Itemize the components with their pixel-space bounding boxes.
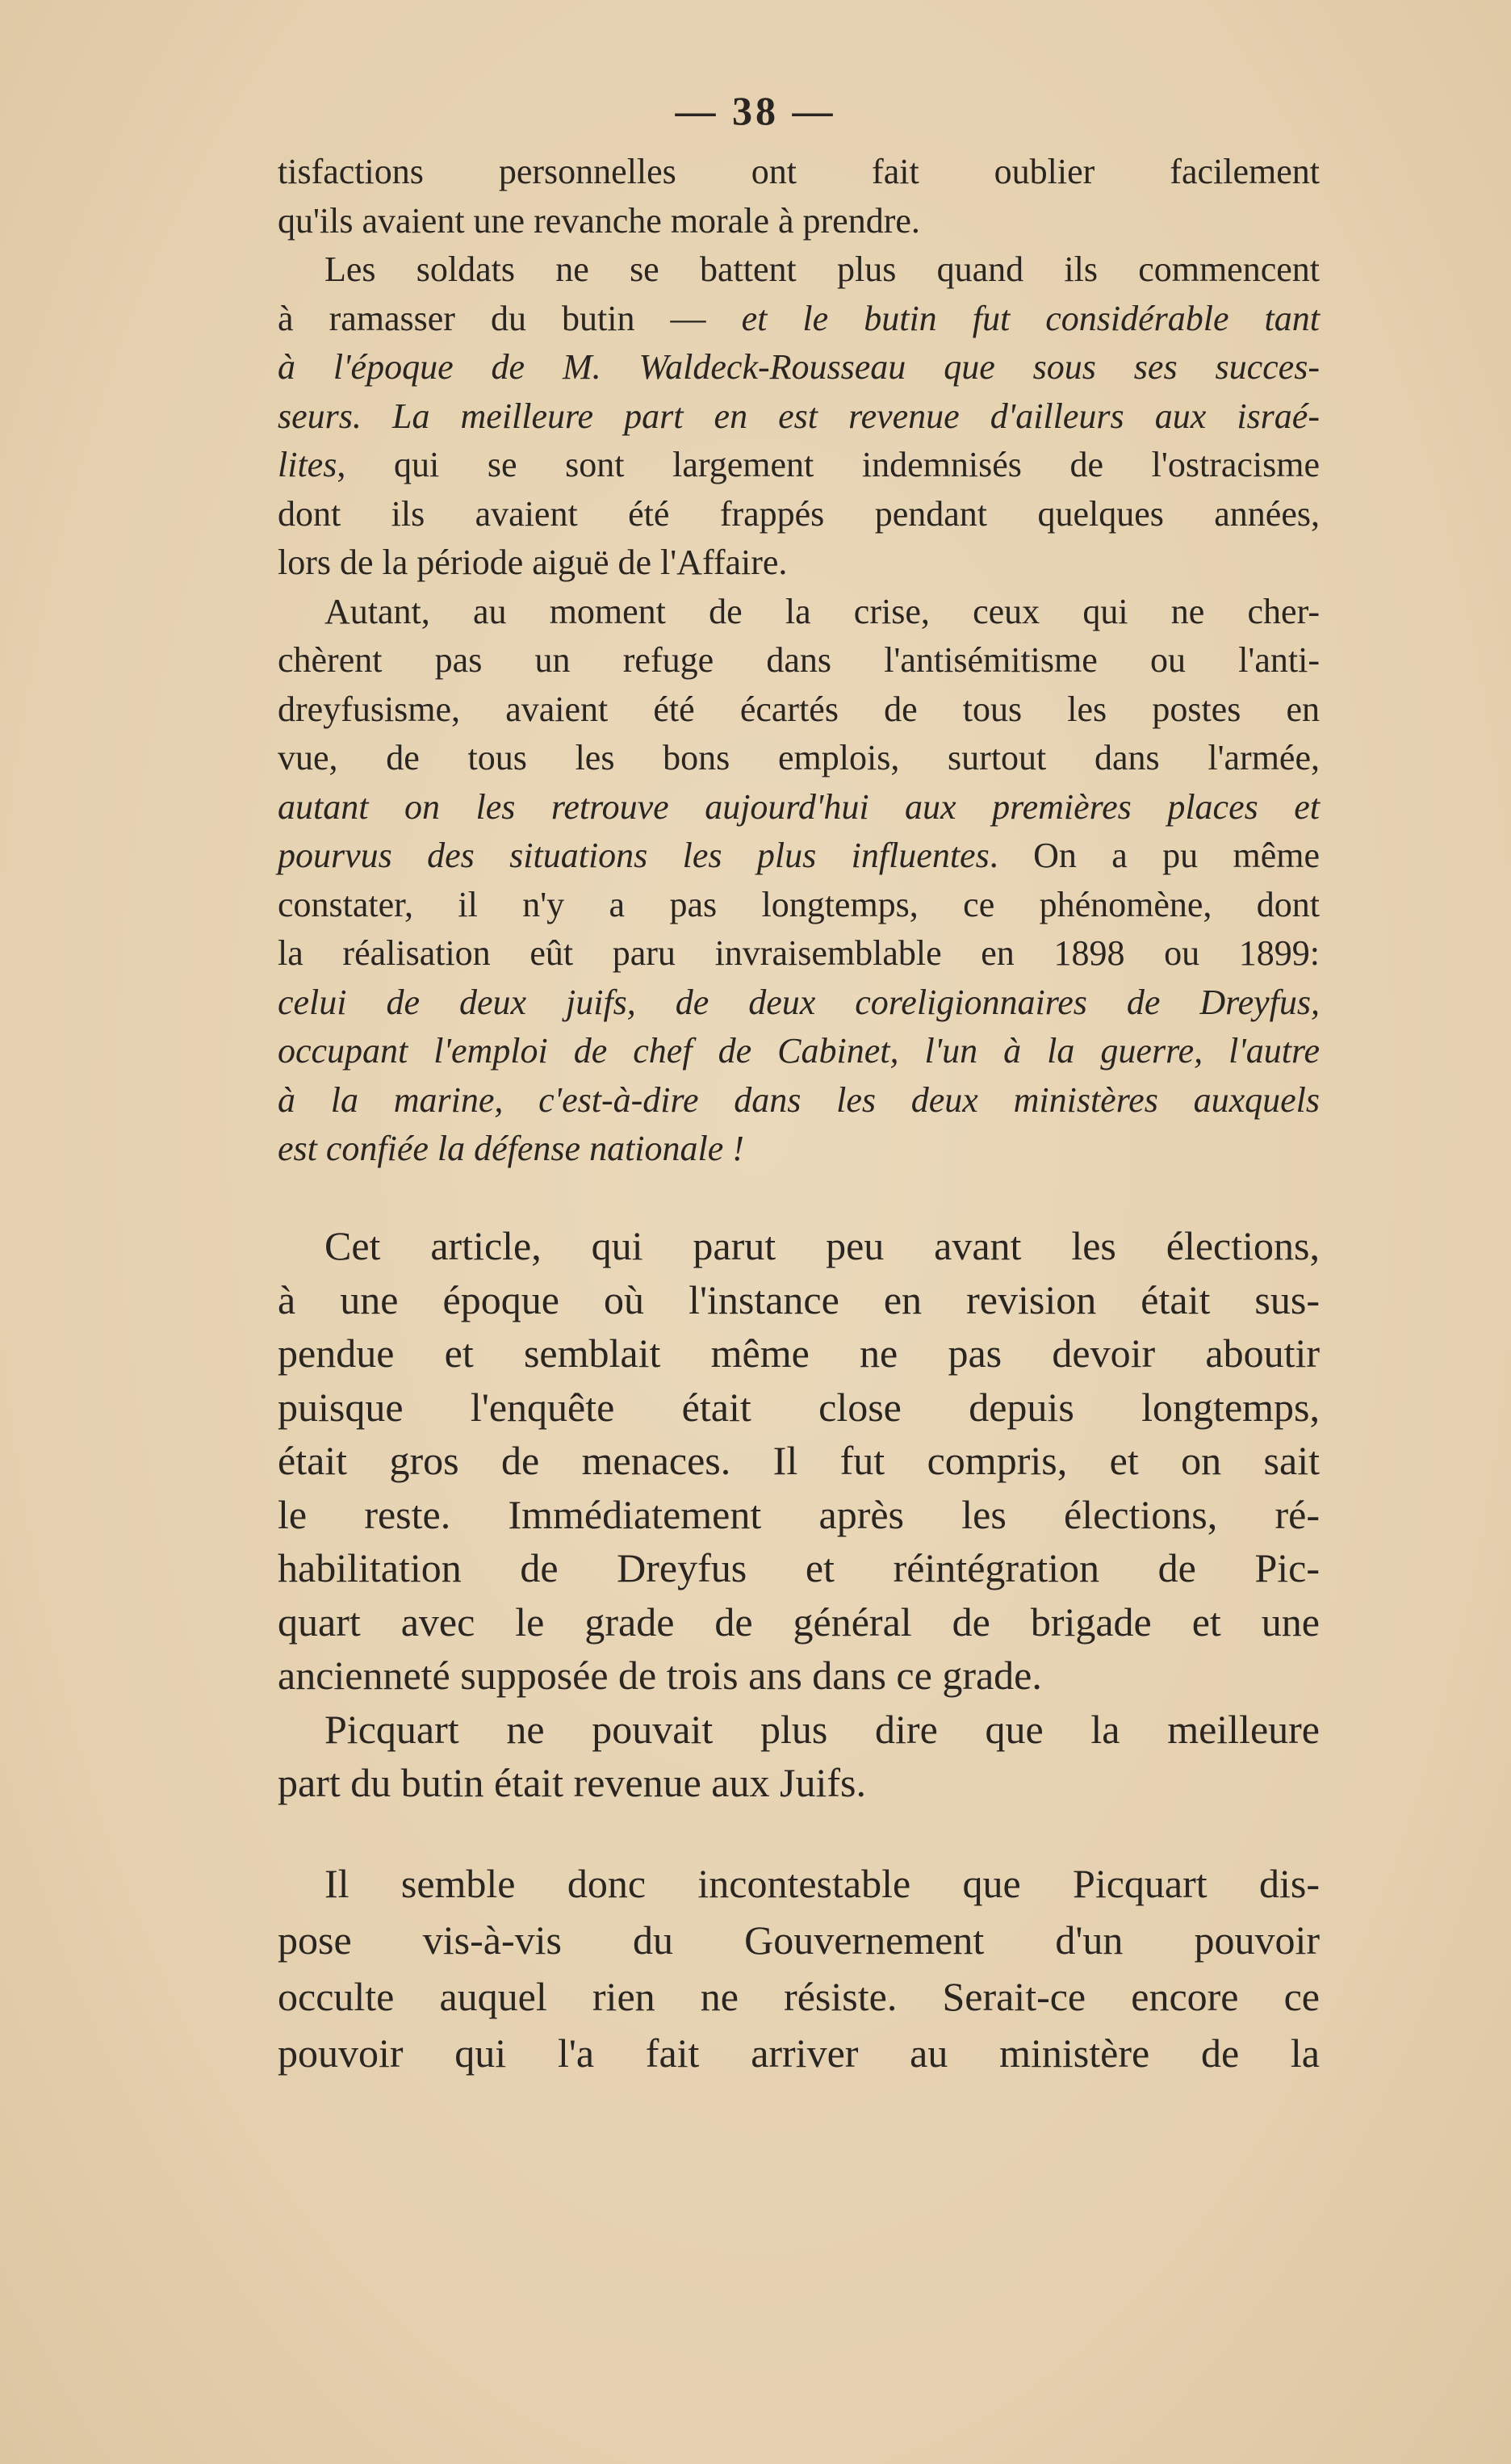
- italic-text: à la marine, c'est-à-dire dans les deux ministères auxquels: [278, 1079, 1320, 1120]
- text-line: [278, 2025, 1320, 2081]
- text-run: habilitation de Dreyfus et réintégration de Pic-: [278, 1545, 1320, 1590]
- text-line: [278, 1756, 1320, 1810]
- text-block-article: [278, 1219, 1320, 1810]
- text-line: [278, 1541, 1320, 1595]
- text-run: . On a pu même: [989, 836, 1320, 875]
- text-block-quote: [278, 148, 1320, 1174]
- text-run: occulte auquel rien ne résiste. Serait-ce encore ce: [278, 1974, 1320, 2019]
- text-line: [278, 929, 1320, 978]
- italic-text: à l'époque de M. Waldeck-Rousseau que sous ses succes-: [278, 347, 1320, 387]
- page-number: — 38 —: [675, 88, 836, 133]
- text-run: Cet article, qui parut peu avant les élections,: [324, 1223, 1320, 1268]
- text-line: [278, 832, 1320, 881]
- text-run: puisque l'enquête était close depuis longtemps,: [278, 1384, 1320, 1430]
- text-line: [278, 1381, 1320, 1435]
- text-run: chèrent pas un refuge dans l'antisémitisme ou l'anti-: [278, 640, 1320, 680]
- italic-text: seurs. La meilleure part en est revenue d'ailleurs aux israé-: [278, 396, 1320, 436]
- text-line: [278, 685, 1320, 735]
- italic-text: occupant l'emploi de chef de Cabinet, l'un à la guerre, l'autre: [278, 1031, 1320, 1071]
- text-line: [278, 1912, 1320, 1968]
- text-run: ancienneté supposée de trois ans dans ce grade.: [278, 1653, 1042, 1698]
- text-line: [278, 343, 1320, 392]
- text-run: , qui se sont largement indemnisés de l'ostracisme: [337, 445, 1320, 484]
- text-run: tisfactions personnelles ont fait oublier facilement: [278, 152, 1320, 191]
- text-line: [278, 1855, 1320, 1912]
- text-run: pendue et semblait même ne pas devoir aboutir: [278, 1330, 1320, 1376]
- text-line: [278, 392, 1320, 442]
- text-line: [278, 1595, 1320, 1649]
- text-line: [278, 588, 1320, 637]
- italic-text: pourvus des situations les plus influentes: [278, 836, 990, 875]
- text-line: [278, 1219, 1320, 1273]
- text-run: dreyfusisme, avaient été écartés de tous les postes en: [278, 689, 1320, 729]
- text-line: [278, 1076, 1320, 1125]
- text-line: [278, 636, 1320, 685]
- text-block-conclusion: [278, 1855, 1320, 2081]
- text-line: [278, 734, 1320, 783]
- text-run: qu'ils avaient une revanche morale à prendre.: [278, 200, 920, 241]
- text-run: Les soldats ne se battent plus quand ils commencent: [324, 249, 1320, 289]
- text-line: [278, 148, 1320, 197]
- text-run: pose vis-à-vis du Gouvernement d'un pouvoir: [278, 1917, 1320, 1963]
- text-run: le reste. Immédiatement après les élections, ré-: [278, 1491, 1320, 1537]
- text-run: était gros de menaces. Il fut compris, et on sait: [278, 1438, 1320, 1483]
- text-run: dont ils avaient été frappés pendant quelques années,: [278, 493, 1320, 534]
- text-line: [278, 1326, 1320, 1381]
- text-run: quart avec le grade de général de brigade et une: [278, 1599, 1320, 1645]
- text-run: lors de la période aiguë de l'Affaire.: [278, 543, 788, 582]
- text-line: [278, 978, 1320, 1028]
- italic-text: et le butin fut considérable tant: [741, 298, 1321, 338]
- text-run: Picquart ne pouvait plus dire que la meilleure: [324, 1706, 1320, 1752]
- text-line: [278, 538, 1320, 588]
- text-line: [278, 1488, 1320, 1542]
- text-line: [278, 245, 1320, 295]
- italic-text: lites: [278, 445, 337, 484]
- text-line: [278, 490, 1320, 539]
- text-line: [278, 441, 1320, 490]
- italic-text: celui de deux juifs, de deux coreligionnaires de Dreyfus,: [278, 982, 1320, 1022]
- text-line: [278, 1649, 1320, 1703]
- text-line: [278, 1968, 1320, 2025]
- text-run: part du butin était revenue aux Juifs.: [278, 1760, 866, 1805]
- italic-text: autant on les retrouve aujourd'hui aux premières places et: [278, 786, 1320, 827]
- text-line: [278, 197, 1320, 246]
- text-run: Autant, au moment de la crise, ceux qui ne cher-: [324, 591, 1320, 631]
- italic-text: est confiée la défense nationale !: [278, 1129, 744, 1168]
- text-line: [278, 881, 1320, 930]
- text-run: la réalisation eût paru invraisemblable en 1898 ou 1899:: [278, 933, 1320, 973]
- text-line: [278, 1027, 1320, 1076]
- text-line: [278, 1273, 1320, 1327]
- text-line: [278, 1434, 1320, 1488]
- text-run: vue, de tous les bons emplois, surtout dans l'armée,: [278, 738, 1320, 777]
- text-run: pouvoir qui l'a fait arriver au ministère de la: [278, 2030, 1320, 2076]
- text-run: Il semble donc incontestable que Picquart dis-: [324, 1861, 1320, 1906]
- text-line: [278, 1703, 1320, 1757]
- text-run: à une époque où l'instance en revision était sus-: [278, 1276, 1320, 1322]
- text-run: constater, il n'y a pas longtemps, ce phénomène, dont: [278, 884, 1320, 924]
- text-line: [278, 783, 1320, 832]
- text-line: [278, 1125, 1320, 1174]
- text-line: [278, 295, 1320, 344]
- text-run: à ramasser du butin —: [278, 298, 742, 338]
